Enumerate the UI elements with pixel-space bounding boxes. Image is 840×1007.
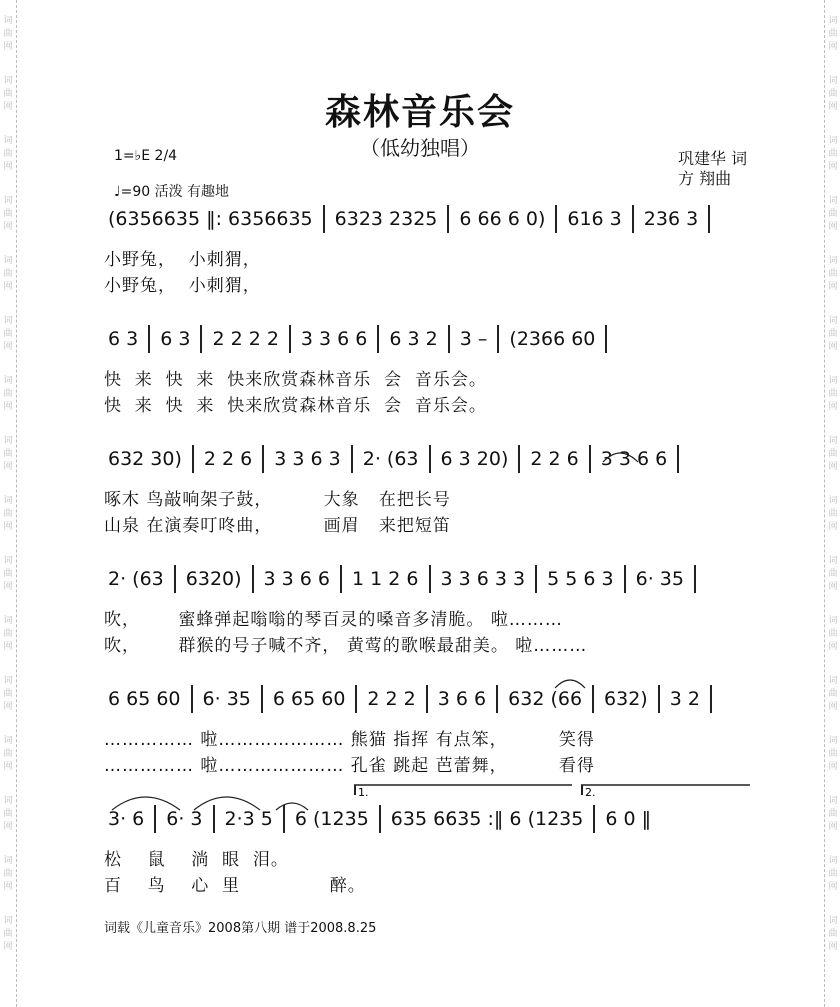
lyric-line-verse-2: 小野兔， 小刺猬，: [104, 276, 261, 296]
slur-arc: [194, 797, 260, 810]
measure: 1 1 2 6: [352, 567, 419, 590]
measure: 3 3 6 3: [274, 447, 341, 470]
lyric-line-verse-1: 吹， 蜜蜂弹起嗡嗡的琴百灵的嗓音多清脆。 啦………: [104, 610, 563, 630]
slur-arc: [276, 803, 308, 810]
footer-source-note: 词载《儿童音乐》2008第八期 谱于2008.8.25: [104, 921, 377, 936]
measure: 632): [604, 687, 648, 710]
measure: 6 3 2: [389, 327, 438, 350]
watermark-text: 词 曲 网: [828, 196, 838, 232]
measure: 6323 2325: [334, 207, 438, 230]
lyricist-credit: 巩建华 词: [678, 149, 748, 168]
measure: 6 (1235: [294, 807, 369, 830]
watermark-text: 词 曲 网: [828, 376, 838, 412]
lyric-line-verse-2: 百 鸟 心 里 醉。: [104, 876, 366, 896]
watermark-text: 词 曲 网: [3, 856, 13, 892]
measure: 3 3 6 3 3: [440, 567, 526, 590]
watermark-text: 词 曲 网: [828, 916, 838, 952]
measure: 6320): [185, 567, 242, 590]
lyric-line-verse-1: 快 来 快 来 快来欣赏森林音乐 会 音乐会。: [104, 370, 487, 390]
watermark-text: 词 曲 网: [3, 616, 13, 652]
measure: 6· 3: [166, 807, 203, 830]
watermark-text: 词 曲 网: [828, 136, 838, 172]
slur-arc: [112, 797, 180, 810]
measure: 3· 6: [108, 807, 145, 830]
measure: 6 3: [160, 327, 191, 350]
measure: 5 5 6 3: [547, 567, 614, 590]
watermark-text: 词 曲 网: [3, 916, 13, 952]
measure: 6 0 ‖: [605, 807, 652, 830]
watermark-text: 词 曲 网: [828, 856, 838, 892]
volta-1-label: 1.: [358, 786, 369, 799]
measure: 2 2 2 2: [212, 327, 279, 350]
lyric-line-verse-1: 小野兔， 小刺猬，: [104, 250, 261, 270]
volta-1-bracket: [354, 785, 356, 795]
watermark-text: 词 曲 网: [3, 16, 13, 52]
watermark-text: 词 曲 网: [3, 136, 13, 172]
watermark-text: 词 曲 网: [3, 76, 13, 112]
measure: 635 6635 :‖ 6 (1235: [390, 807, 584, 830]
watermark-text: 词 曲 网: [3, 256, 13, 292]
measure: 2·3 5: [224, 807, 273, 830]
watermark-text: 词 曲 网: [828, 736, 838, 772]
measure: 632 (66: [508, 687, 583, 710]
lyric-line-verse-1: 松 鼠 淌 眼 泪。: [104, 850, 289, 870]
measure: 236 3: [643, 207, 699, 230]
lyric-line-verse-2: …………… 啦………………… 孔雀 跳起 芭蕾舞， 看得: [104, 756, 595, 776]
watermark-text: 词 曲 网: [828, 616, 838, 652]
lyric-line-verse-2: 快 来 快 来 快来欣赏森林音乐 会 音乐会。: [104, 396, 487, 416]
watermark-text: 词 曲 网: [3, 196, 13, 232]
measure: 2 2 6: [530, 447, 579, 470]
measure: 6· 35: [635, 567, 684, 590]
watermark-text: 词 曲 网: [828, 796, 838, 832]
composer-credit: 方 翔曲: [678, 169, 732, 188]
slur-arc: [603, 453, 638, 462]
measure: 3 2: [669, 687, 700, 710]
measure: 3 3 6 6: [300, 327, 368, 350]
measure: 6 3 20): [440, 447, 509, 470]
measure: 6· 35: [202, 687, 251, 710]
watermark-text: 词 曲 网: [828, 256, 838, 292]
tempo-marking: ♩=90 活泼 有趣地: [114, 184, 230, 200]
lyric-line-verse-2: 吹， 群猴的号子喊不齐， 黄莺的歌喉最甜美。 啦………: [104, 636, 588, 656]
watermark-text: 词 曲 网: [3, 676, 13, 712]
measure: 2 2 6: [203, 447, 253, 470]
watermark-text: 词 曲 网: [3, 436, 13, 472]
lyric-line-verse-2: 山泉 在演奏叮咚曲， 画眉 来把短笛: [104, 516, 451, 536]
measure: 2· (63: [362, 447, 419, 470]
measure: 6 65 60: [272, 687, 346, 710]
watermark-text: 词 曲 网: [3, 316, 13, 352]
measure: (6356635 ‖: 6356635: [108, 207, 313, 230]
measure: 6 66 6 0): [459, 207, 546, 230]
lyric-line-verse-1: …………… 啦………………… 熊猫 指挥 有点笨， 笑得: [104, 730, 595, 750]
key-signature: 1=♭E 2/4: [114, 148, 178, 164]
watermark-text: 词 曲 网: [828, 436, 838, 472]
measure: 3 3 6 6: [263, 567, 331, 590]
measure: 6 3: [108, 327, 139, 350]
measure: 6 65 60: [108, 687, 181, 710]
measure: 2 2 2: [367, 687, 416, 710]
song-subtitle: （低幼独唱）: [360, 136, 480, 160]
watermark-text: 词 曲 网: [828, 496, 838, 532]
measure: 3 6 6: [437, 687, 487, 710]
measure: 3 –: [459, 327, 488, 350]
song-title: 森林音乐会: [324, 91, 515, 133]
volta-2-label: 2.: [585, 786, 596, 799]
watermark-text: 词 曲 网: [828, 676, 838, 712]
measure: (2366 60: [509, 327, 596, 350]
measure: 616 3: [567, 207, 622, 230]
watermark-text: 词 曲 网: [828, 76, 838, 112]
watermark-text: 词 曲 网: [828, 16, 838, 52]
measure: 3 3 6 6: [600, 447, 668, 470]
watermark-text: 词 曲 网: [828, 556, 838, 592]
measure: 2· (63: [108, 567, 164, 590]
watermark-text: 词 曲 网: [3, 796, 13, 832]
watermark-text: 词 曲 网: [3, 496, 13, 532]
watermark-text: 词 曲 网: [3, 376, 13, 412]
lyric-line-verse-1: 啄木 鸟敲响架子鼓， 大象 在把长号: [104, 490, 451, 510]
watermark-text: 词 曲 网: [3, 736, 13, 772]
volta-2-bracket: [581, 785, 583, 795]
measure: 632 30): [108, 447, 182, 470]
slur-arc: [555, 680, 585, 688]
watermark-text: 词 曲 网: [828, 316, 838, 352]
watermark-text: 词 曲 网: [3, 556, 13, 592]
